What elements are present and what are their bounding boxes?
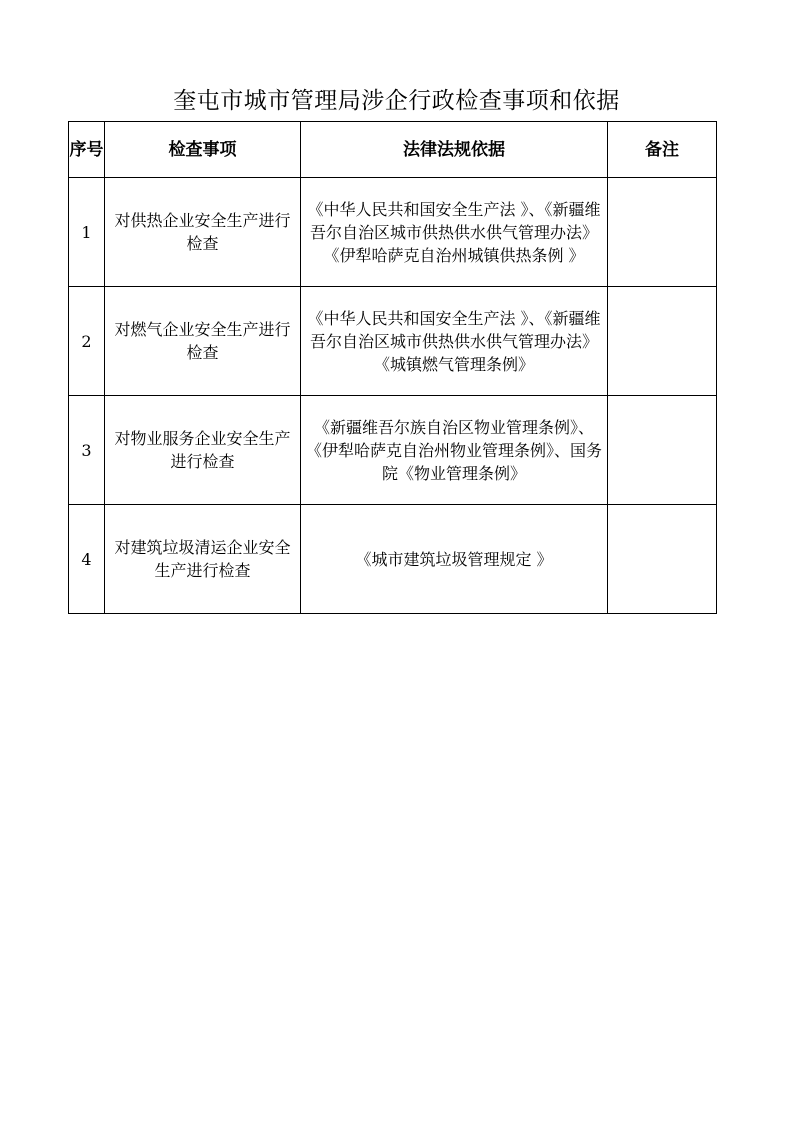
row-seq: 2 xyxy=(69,287,105,396)
table-row xyxy=(69,287,717,396)
header-seq: 序号 xyxy=(69,122,105,178)
header-note: 备注 xyxy=(608,122,717,178)
row-basis: 《中华人民共和国安全生产法 》、《新疆维吾尔自治区城市供热供水供气管理办法》《伊犁哈萨克自治州城镇供热条例 》 xyxy=(301,178,608,287)
row-item: 对物业服务企业安全生产进行检查 xyxy=(105,396,301,505)
row-seq: 3 xyxy=(69,396,105,505)
row-note xyxy=(608,505,717,614)
header-item: 检查事项 xyxy=(105,122,301,178)
row-seq: 1 xyxy=(69,178,105,287)
row-item: 对建筑垃圾清运企业安全生产进行检查 xyxy=(105,505,301,614)
document-title: 奎屯市城市管理局涉企行政检查事项和依据 xyxy=(173,88,620,114)
row-basis: 《城市建筑垃圾管理规定 》 xyxy=(301,505,608,614)
row-item: 对供热企业安全生产进行检查 xyxy=(105,178,301,287)
row-basis: 《新疆维吾尔族自治区物业管理条例》、《伊犁哈萨克自治州物业管理条例》、国务院《物业管理条例》 xyxy=(301,396,608,505)
table-row xyxy=(69,505,717,614)
row-basis: 《中华人民共和国安全生产法 》、《新疆维吾尔自治区城市供热供水供气管理办法》《城镇燃气管理条例》 xyxy=(301,287,608,396)
row-note xyxy=(608,287,717,396)
row-seq: 4 xyxy=(69,505,105,614)
table-row xyxy=(69,178,717,287)
header-basis: 法律法规依据 xyxy=(301,122,608,178)
row-note xyxy=(608,396,717,505)
row-item: 对燃气企业安全生产进行检查 xyxy=(105,287,301,396)
table-header-row xyxy=(69,122,717,178)
row-note xyxy=(608,178,717,287)
inspection-table xyxy=(68,121,717,614)
table-row xyxy=(69,396,717,505)
